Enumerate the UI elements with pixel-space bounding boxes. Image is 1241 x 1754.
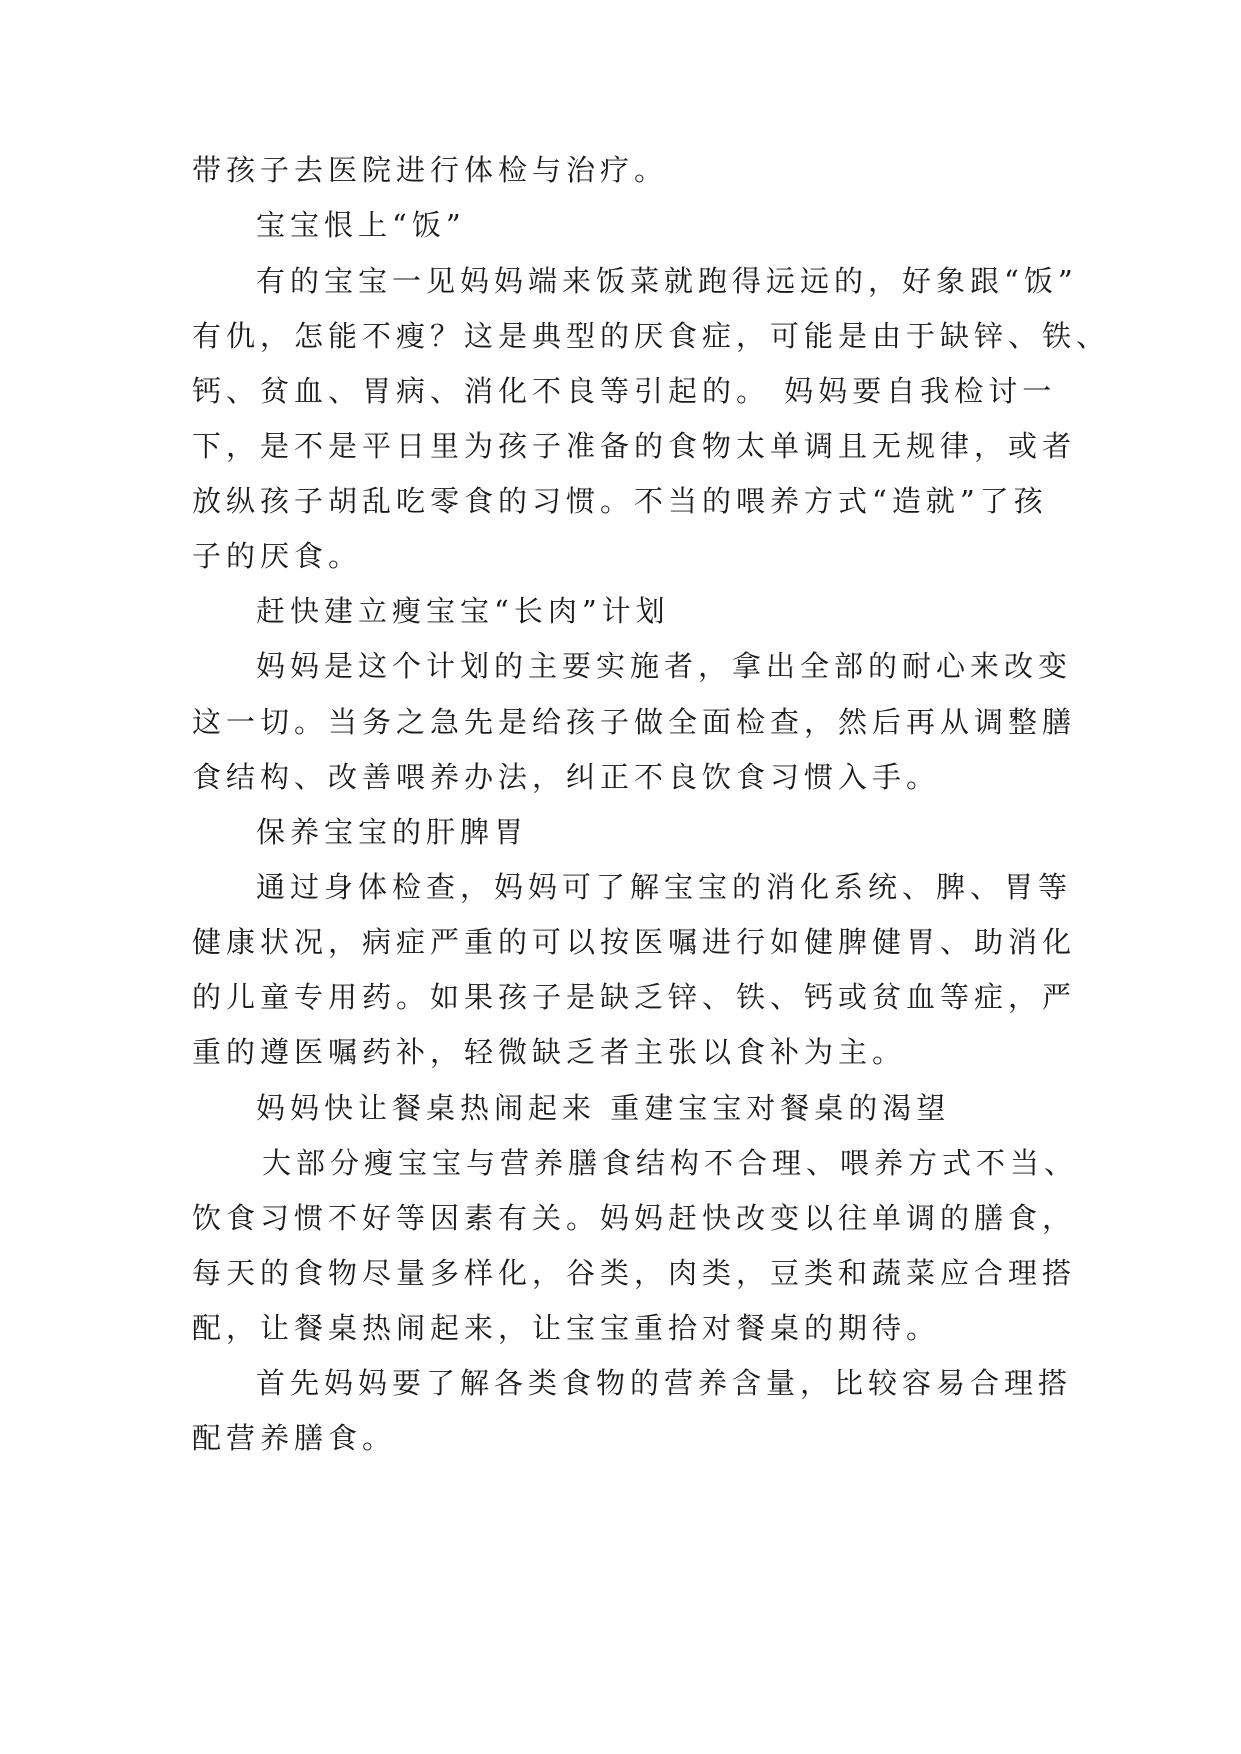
- text-line: 放纵孩子胡乱吃零食的习惯。不当的喂养方式“造就”了孩: [192, 484, 1048, 518]
- text-line: 钙、贫血、胃病、消化不良等引起的。 妈妈要自我检讨一: [192, 374, 1057, 408]
- text-line: 食结构、改善喂养办法，纠正不良饮食习惯入手。: [192, 760, 941, 794]
- document-page: [192, 0, 1111, 1754]
- text-line: 配营养膳食。: [192, 1421, 397, 1455]
- section-heading: 宝宝恨上“饭”: [256, 208, 466, 242]
- text-line: 有的宝宝一见妈妈端来饭菜就跑得远远的，好象跟“饭”: [256, 264, 1078, 298]
- text-line: 下，是不是平日里为孩子准备的食物太单调且无规律，或者: [192, 429, 1077, 463]
- text-line: 重的遵医嘱药补，轻微缺乏者主张以食补为主。: [192, 1035, 907, 1069]
- text-line: 健康状况，病症严重的可以按医嘱进行如健脾健胃、助消化: [192, 925, 1077, 959]
- text-line: 饮食习惯不好等因素有关。妈妈赶快改变以往单调的膳食，: [192, 1201, 1077, 1235]
- text-line: 首先妈妈要了解各类食物的营养含量，比较容易合理搭: [256, 1366, 1073, 1400]
- text-line: 有仇，怎能不瘦？这是典型的厌食症，可能是由于缺锌、铁、: [192, 319, 1111, 353]
- section-heading: 赶快建立瘦宝宝“长肉”计划: [256, 594, 670, 628]
- text-line: 子的厌食。: [192, 539, 363, 573]
- text-line: 大部分瘦宝宝与营养膳食结构不合理、喂养方式不当、: [262, 1146, 1079, 1180]
- section-heading: 妈妈快让餐桌热闹起来 重建宝宝对餐桌的渴望: [256, 1091, 951, 1125]
- section-heading: 保养宝宝的肝脾胃: [256, 815, 529, 849]
- text-line: 妈妈是这个计划的主要实施者，拿出全部的耐心来改变: [256, 649, 1073, 683]
- text-line: 带孩子去医院进行体检与治疗。: [192, 153, 669, 187]
- text-line: 的儿童专用药。如果孩子是缺乏锌、铁、钙或贫血等症，严: [192, 980, 1077, 1014]
- text-line: 通过身体检查，妈妈可了解宝宝的消化系统、脾、胃等: [256, 870, 1073, 904]
- text-line: 配，让餐桌热闹起来，让宝宝重拾对餐桌的期待。: [192, 1311, 941, 1345]
- text-line: 这一切。当务之急先是给孩子做全面检查，然后再从调整膳: [192, 705, 1077, 739]
- text-line: 每天的食物尽量多样化，谷类，肉类，豆类和蔬菜应合理搭: [192, 1256, 1077, 1290]
